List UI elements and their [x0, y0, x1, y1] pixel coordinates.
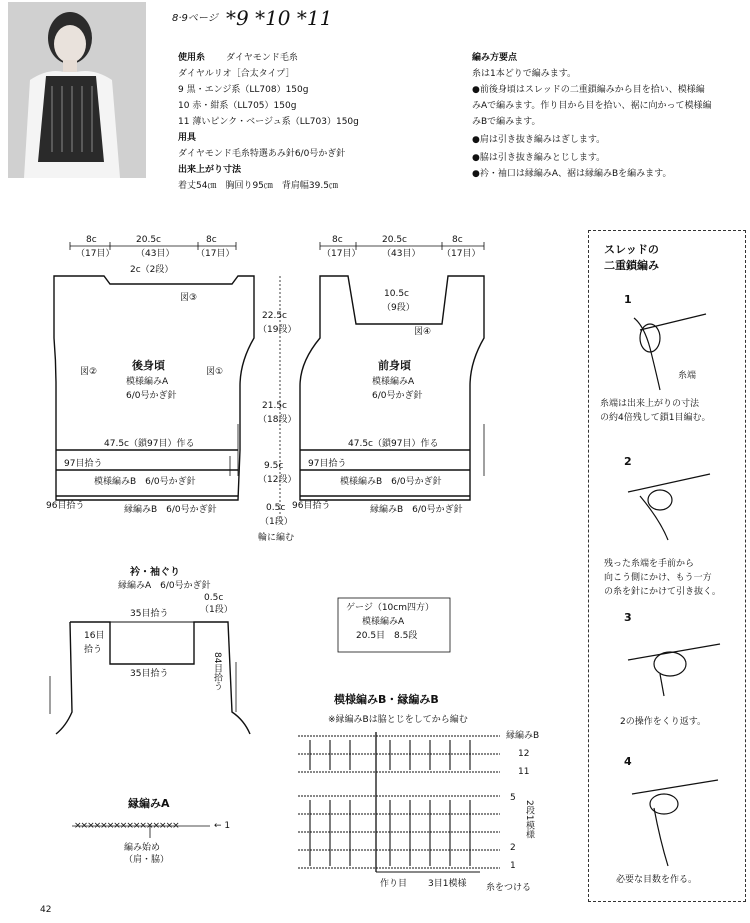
back-fig3: 図③: [180, 293, 198, 303]
edge-a-start-place: （肩・脇）: [124, 855, 170, 865]
pattern-b-note: ※縁編みBは脇とじをしてから編む: [328, 715, 468, 725]
thread-title-2: 二重鎖編み: [604, 259, 659, 272]
pattern-b-edge-label: 縁編みB: [506, 731, 540, 741]
height-1-rows: （19段）: [258, 325, 297, 335]
edge-a-start: 編み始め: [124, 843, 161, 853]
thread-step-3: 3: [624, 611, 632, 624]
thread-step-2-text-c: の糸を針にかけて引き抜く。: [604, 587, 721, 597]
edge-a-row: ← 1: [214, 821, 231, 831]
yarn-9: 9 黒・エンジ系（LL708）150g: [178, 85, 309, 95]
collar-half: 0.5c: [204, 593, 224, 603]
page-reference: 8·9ページ: [172, 13, 218, 24]
front-dim-left-stitches: （17目）: [322, 249, 361, 259]
points-line-2: ●前後身頃はスレッドの二重鎖編みから目を拾い、模様編: [472, 85, 705, 95]
gauge-title: ゲージ（10cm四方）: [346, 603, 434, 613]
tools-label: 用具: [178, 133, 197, 143]
back-pattern: 模様編みA: [126, 377, 169, 387]
page-number: 42: [40, 905, 52, 915]
height-3-rows: （12段）: [258, 475, 297, 485]
yarn-brand: ダイヤモンド毛糸: [226, 53, 298, 63]
points-line-1: 糸は1本どりで編みます。: [472, 69, 577, 79]
back-dim-left: 8c: [86, 235, 97, 245]
collar-title: 衿・袖ぐり: [130, 567, 180, 578]
pattern-b-title: 模様編みB・縁編みB: [334, 693, 439, 706]
thread-step-3-text: 2の操作をくり返す。: [620, 717, 707, 727]
collar-pick-bottom: 35目拾う: [130, 669, 169, 679]
front-patB: 模様編みB 6/0号かぎ針: [340, 477, 442, 487]
knit-in-round: 輪に編む: [258, 533, 295, 543]
pattern-b-repeat-rows: 2段1模様: [524, 800, 534, 839]
back-edgeB: 縁編みB 6/0号かぎ針: [124, 505, 217, 515]
back-dim-right-stitches: （17目）: [196, 249, 235, 259]
back-neck: 2c（2段）: [130, 265, 174, 275]
height-4-rows: （1段）: [260, 517, 293, 527]
pattern-b-foundation: 作り目: [380, 879, 408, 889]
back-hook: 6/0号かぎ針: [126, 391, 177, 401]
thread-step-1: 1: [624, 293, 632, 306]
edge-a-marks: ××××××××××××××××: [74, 821, 179, 831]
back-dim-mid-stitches: （43目）: [136, 249, 175, 259]
front-neck-rows: （9段）: [382, 303, 415, 313]
front-chain: 47.5c（鎖97目）作る: [348, 439, 439, 449]
back-pick: 97目拾う: [64, 459, 103, 469]
points-line-4: みBで編みます。: [472, 117, 541, 127]
item-numbers: *9 *10 *11: [226, 6, 333, 30]
yarn-name: ダイヤルリオ［合太タイプ］: [178, 69, 295, 79]
gauge-pattern: 模様編みA: [362, 617, 405, 627]
row-11: 11: [518, 767, 530, 777]
yarn-10: 10 赤・紺系（LL705）150g: [178, 101, 297, 111]
gauge-values: 20.5目 8.5段: [356, 631, 418, 641]
thread-step-2-text-b: 向こう側にかけ、もう一方: [604, 573, 712, 583]
height-2-rows: （18段）: [258, 415, 297, 425]
thread-step-1-text-b: の約4倍残して鎖1目編む。: [600, 413, 711, 423]
front-pick: 97目拾う: [308, 459, 347, 469]
thread-step-4: 4: [624, 755, 632, 768]
collar-pick-16: 16目: [84, 631, 105, 641]
row-2: 2: [510, 843, 516, 853]
front-neck: 10.5c: [384, 289, 409, 299]
collar-pick-top: 35目拾う: [130, 609, 169, 619]
pattern-b-chart: [298, 732, 500, 872]
pattern-b-repeat: 3目1模様: [428, 879, 467, 889]
points-line-7: ●衿・袖口は縁編みA、裾は縁編みBを編みます。: [472, 169, 672, 179]
size-label: 出来上がり寸法: [178, 165, 242, 175]
thread-end-label: 糸端: [678, 371, 697, 381]
collar-sub: 縁編みA 6/0号かぎ針: [118, 581, 211, 591]
edge-a-title: 縁編みA: [128, 797, 170, 810]
front-dim-right: 8c: [452, 235, 463, 245]
front-dim-left: 8c: [332, 235, 343, 245]
row-1: 1: [510, 861, 516, 871]
front-fig4: 図④: [414, 327, 432, 337]
height-3: 9.5c: [264, 461, 284, 471]
points-line-6: ●脇は引き抜き編みとじします。: [472, 153, 606, 163]
collar-pick-16b: 拾う: [84, 645, 103, 655]
back-title: 後身頃: [132, 359, 165, 372]
front-pattern: 模様編みA: [372, 377, 415, 387]
back-fig2: 図②: [80, 367, 98, 377]
back-chain: 47.5c（鎖97目）作る: [104, 439, 195, 449]
front-hook: 6/0号かぎ針: [372, 391, 423, 401]
front-edgeB: 縁編みB 6/0号かぎ針: [370, 505, 463, 515]
front-dim-right-stitches: （17目）: [442, 249, 481, 259]
collar-half-rows: （1段）: [200, 605, 233, 615]
tools: ダイヤモンド毛糸特選あみ針6/0号かぎ針: [178, 149, 346, 159]
front-title: 前身頃: [378, 359, 411, 372]
thread-step-1-text-a: 糸端は出来上がりの寸法: [600, 399, 700, 409]
yarn-11: 11 薄いピンク・ベージュ系（LL703）150g: [178, 117, 359, 127]
points-line-5: ●肩は引き抜き編みはぎします。: [472, 135, 606, 145]
points-line-3: みAで編みます。作り目から目を拾い、裾に向かって模様編: [472, 101, 712, 111]
row-12: 12: [518, 749, 530, 759]
back-pick96: 96目拾う: [46, 501, 85, 511]
back-patB: 模様編みB 6/0号かぎ針: [94, 477, 196, 487]
thread-step-2: 2: [624, 455, 632, 468]
back-dim-mid: 20.5c: [136, 235, 161, 245]
back-dim-left-stitches: （17目）: [76, 249, 115, 259]
thread-step-4-text: 必要な目数を作る。: [616, 875, 698, 885]
points-title: 編み方要点: [472, 53, 518, 63]
front-pick96: 96目拾う: [292, 501, 331, 511]
height-4: 0.5c: [266, 503, 286, 513]
row-5: 5: [510, 793, 516, 803]
thread-title: スレッドの: [604, 243, 659, 256]
front-dim-mid-stitches: （43目）: [382, 249, 421, 259]
back-dim-right: 8c: [206, 235, 217, 245]
size: 着丈54㎝ 胸回り95㎝ 背肩幅39.5㎝: [178, 181, 338, 191]
front-dim-mid: 20.5c: [382, 235, 407, 245]
pattern-b-attach: 糸をつける: [486, 883, 532, 893]
thread-step-2-text-a: 残った糸端を手前から: [604, 559, 695, 569]
height-2: 21.5c: [262, 401, 287, 411]
yarn-label: 使用糸: [178, 53, 206, 63]
armhole-pick-84: 84目拾う: [212, 652, 222, 691]
height-1: 22.5c: [262, 311, 287, 321]
back-fig1: 図①: [206, 367, 224, 377]
